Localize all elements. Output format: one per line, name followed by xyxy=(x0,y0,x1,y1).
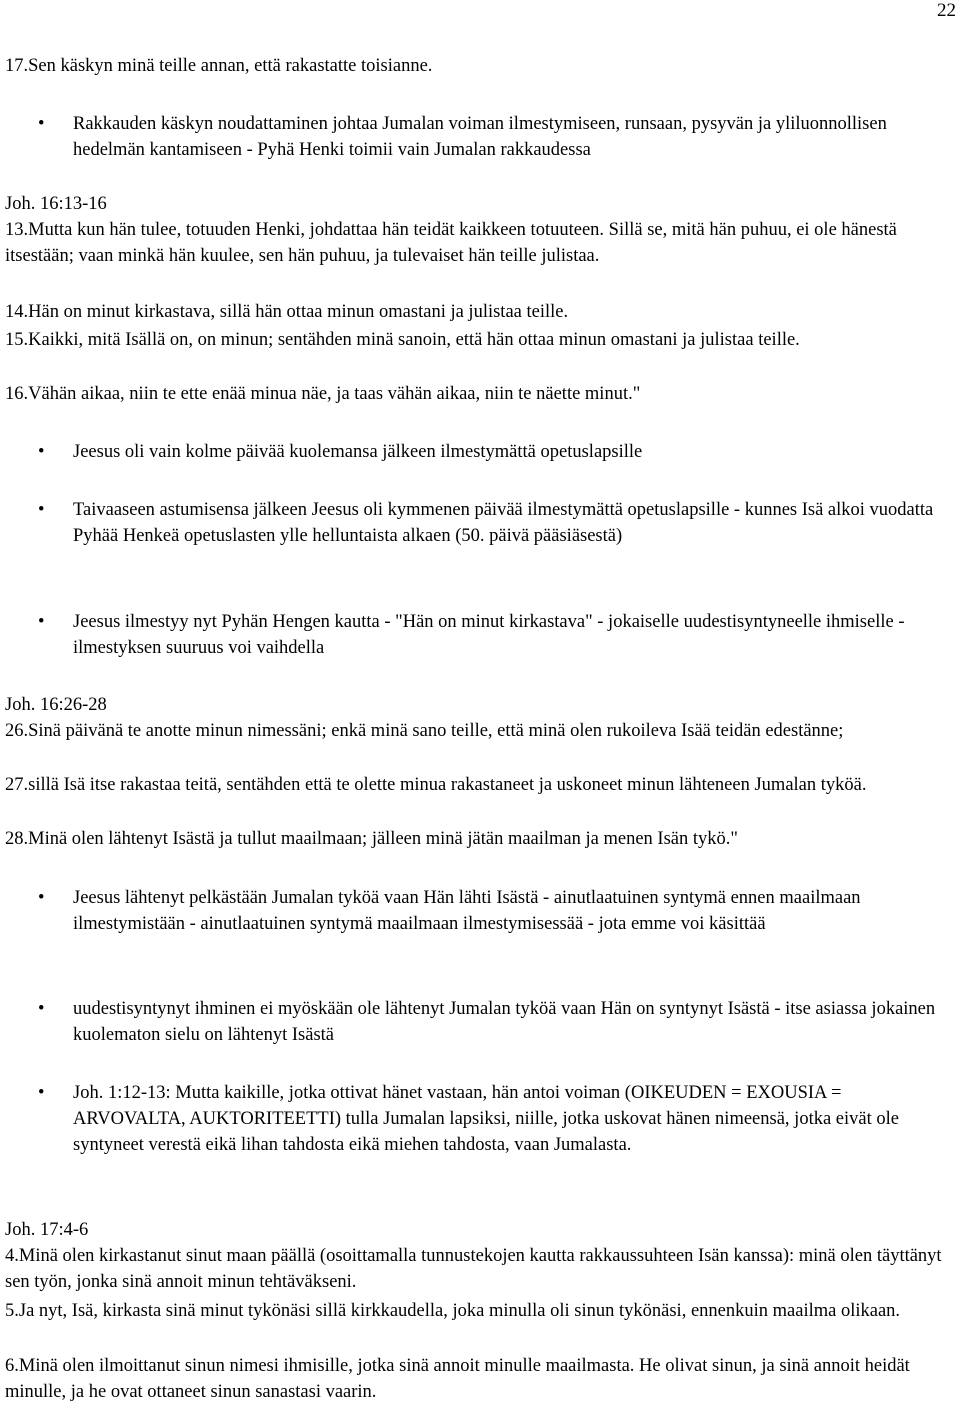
verse-17: 17.Sen käskyn minä teille annan, että rakastatte toisianne. xyxy=(5,56,433,76)
bullet-icon: • xyxy=(38,1083,45,1103)
bullet-icon: • xyxy=(38,888,45,908)
verse-4: 4.Minä olen kirkastanut sinut maan päällä (osoittamalla tunnustekojen kautta rakkaussuhteen Isän kanssa): minä olen täyttänyt sen työn, jonka sinä annoit minun tehtäväkseni. xyxy=(5,1246,942,1292)
verse-28: 28.Minä olen lähtenyt Isästä ja tullut maailmaan; jälleen minä jätän maailman ja menen Isän tykö." xyxy=(5,829,738,849)
verse-13: 13.Mutta kun hän tulee, totuuden Henki, johdattaa hän teidät kaikkeen totuuteen. Sillä se, mitä hän puhuu, ei ole hänestä itsestään; vaan minkä hän kuulee, sen hän puhuu, ja tulevaiset hän teille julistaa. xyxy=(5,220,897,266)
verse-27: 27.sillä Isä itse rakastaa teitä, sentähden että te olette minua rakastaneet ja uskoneet minun lähteneen Jumalan tyköä. xyxy=(5,775,867,795)
verse-5: 5.Ja nyt, Isä, kirkasta sinä minut tykönäsi sillä kirkkaudella, joka minulla oli sinun tykönäsi, ennenkuin maailma olikaan. xyxy=(5,1301,901,1321)
bullet-text: Jeesus ilmestyy nyt Pyhän Hengen kautta - "Hän on minut kirkastava" - jokaiselle uudestisyntyneelle ihmiselle - ilmestyksen suuruus voi vaihdella xyxy=(73,612,905,658)
bullet-icon: • xyxy=(38,612,45,632)
verse-16: 16.Vähän aikaa, niin te ette enää minua näe, ja taas vähän aikaa, niin te näette minut." xyxy=(5,384,641,404)
bullet-icon: • xyxy=(38,500,45,520)
bullet-icon: • xyxy=(38,999,45,1019)
bullet-text: Jeesus lähtenyt pelkästään Jumalan tyköä vaan Hän lähti Isästä - ainutlaatuinen syntymä ennen maailmaan ilmestymistään - ainutlaatuinen syntymä maailmaan ilmestymisessää - jota emme voi käsittää xyxy=(73,888,861,934)
verse-26: 26.Sinä päivänä te anotte minun nimessäni; enkä minä sano teille, että minä olen rukoileva Isää teidän edestänne; xyxy=(5,721,844,741)
verse-15: 15.Kaikki, mitä Isällä on, on minun; sentähden minä sanoin, että hän ottaa minun omastani ja julistaa teille. xyxy=(5,330,800,350)
verse-14: 14.Hän on minut kirkastava, sillä hän ottaa minun omastani ja julistaa teille. xyxy=(5,302,569,322)
bullet-text: Taivaaseen astumisensa jälkeen Jeesus oli kymmenen päivää ilmestymättä opetuslapsille - kunnes Isä alkoi vuodatta Pyhää Henkeä opetuslasten ylle helluntaista alkaen (50. päivä pääsiäsestä) xyxy=(73,500,934,546)
bullet-text: Joh. 1:12-13: Mutta kaikille, jotka ottivat hänet vastaan, hän antoi voiman (OIKEUDEN = EXOUSIA = ARVOVALTA, AUKTORITEETTI) tulla Jumalan lapsiksi, niille, jotka uskovat hänen nimeensä, jotka eivät ole syntyneet verestä eikä lihan tahdosta eikä miehen tahdosta, vaan Jumalasta. xyxy=(73,1083,899,1155)
page-number: 22 xyxy=(937,0,956,21)
scripture-reference: Joh. 17:4-6 xyxy=(5,1220,89,1240)
bullet-icon: • xyxy=(38,442,45,462)
bullet-icon: • xyxy=(38,114,45,134)
scripture-reference: Joh. 16:13-16 xyxy=(5,194,107,214)
verse-6: 6.Minä olen ilmoittanut sinun nimesi ihmisille, jotka sinä annoit minulle maailmasta. He olivat sinun, ja sinä annoit heidät minulle, ja he ovat ottaneet sinun sanastasi vaarin. xyxy=(5,1356,910,1402)
bullet-text: uudestisyntynyt ihminen ei myöskään ole lähtenyt Jumalan tyköä vaan Hän on syntynyt Isästä - itse asiassa jokainen kuolematon sielu on lähtenyt Isästä xyxy=(73,999,936,1045)
scripture-reference: Joh. 16:26-28 xyxy=(5,695,107,715)
bullet-text: Jeesus oli vain kolme päivää kuolemansa jälkeen ilmestymättä opetuslapsille xyxy=(73,442,643,462)
bullet-text: Rakkauden käskyn noudattaminen johtaa Jumalan voiman ilmestymiseen, runsaan, pysyvän ja yliluonnollisen hedelmän kantamiseen - Pyhä Henki toimii vain Jumalan rakkaudessa xyxy=(73,114,887,160)
